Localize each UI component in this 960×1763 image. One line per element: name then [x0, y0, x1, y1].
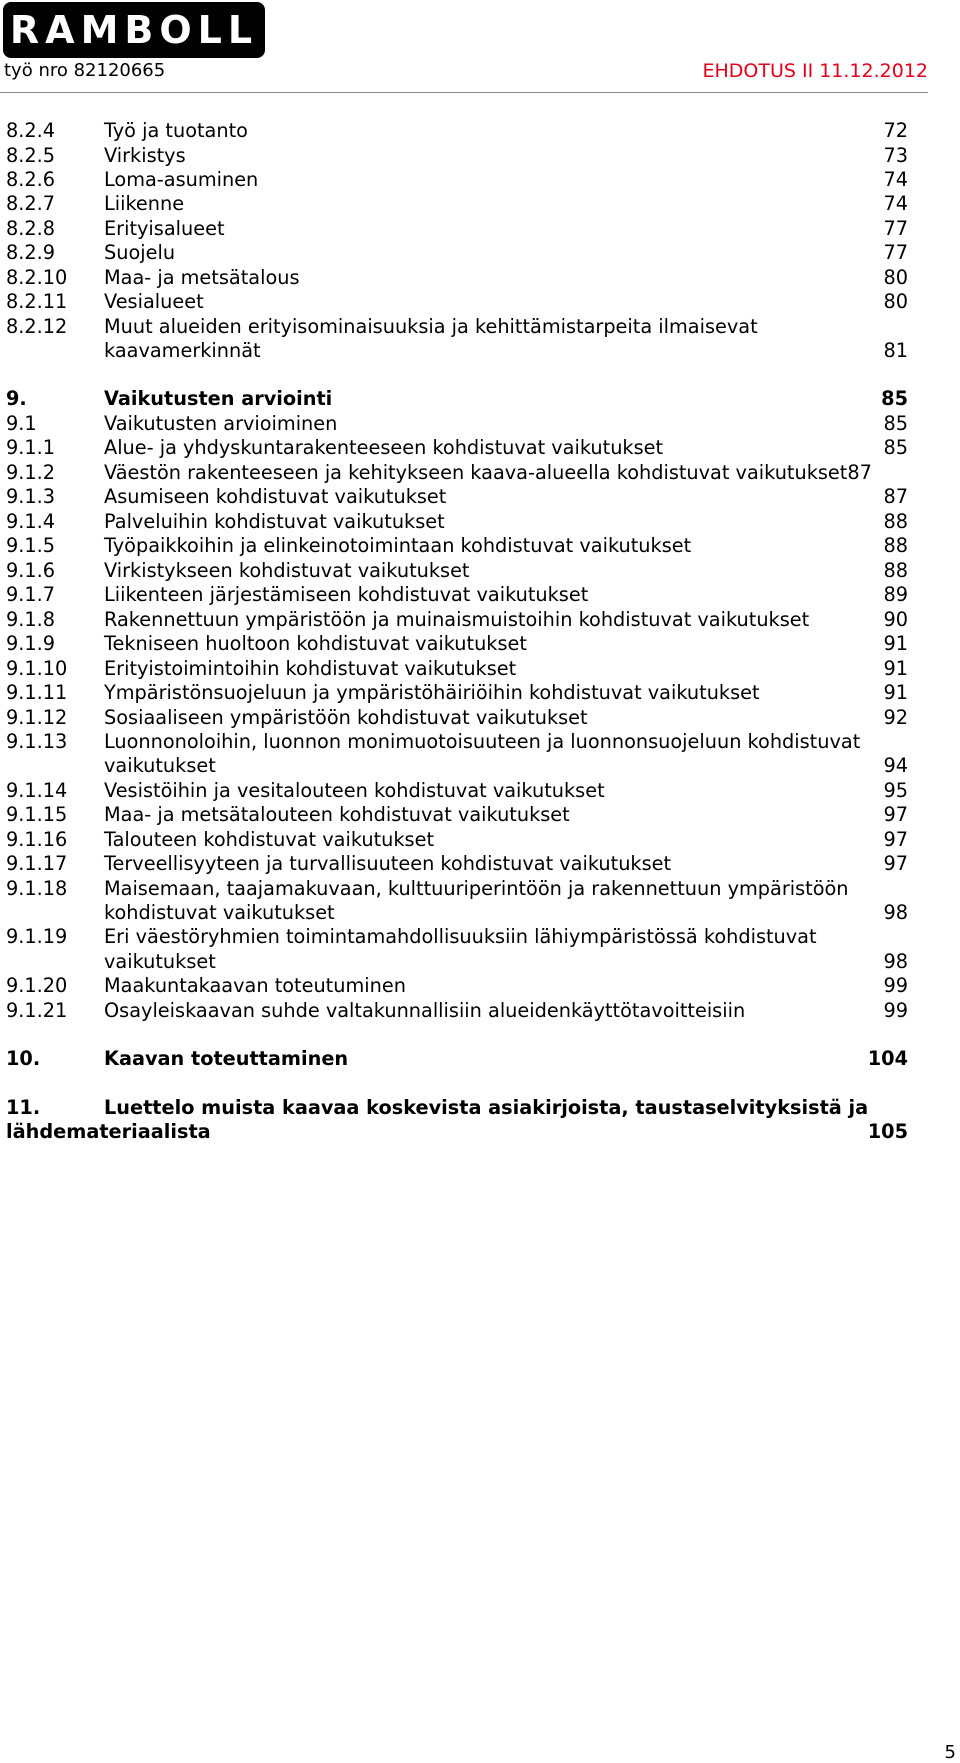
- toc-entry-title: Vaikutusten arviointi: [104, 387, 333, 410]
- toc-entry[interactable]: [0, 777, 960, 804]
- toc-entry-title: Eri väestöryhmien toimintamahdollisuuksiin lähiympäristössä kohdistuvat: [104, 925, 817, 948]
- toc-entry-number: 9.1.11: [6, 681, 68, 704]
- toc-entry-title: Liikenteen järjestämiseen kohdistuvat vaikutukset: [104, 583, 589, 606]
- toc-entry[interactable]: [0, 410, 960, 437]
- toc-entry-number: 9.1.13: [6, 730, 68, 753]
- toc-entry-title: Väestön rakenteeseen ja kehitykseen kaava-alueella kohdistuvat vaikutukset87: [104, 461, 872, 484]
- toc-entry-page: 77: [883, 241, 908, 264]
- toc-entry-number: 8.2.6: [6, 168, 56, 191]
- toc-entry-number: 9.1.16: [6, 828, 68, 851]
- toc-entry-title: Loma-asuminen: [104, 168, 259, 191]
- toc-entry-title: Maa- ja metsätalouteen kohdistuvat vaikutukset: [104, 803, 570, 826]
- toc-entry[interactable]: [0, 997, 960, 1024]
- toc-entry-page: 99: [883, 999, 908, 1022]
- toc-entry[interactable]: [0, 704, 960, 731]
- toc-entry-page: 74: [883, 168, 908, 191]
- toc-entry-number: 8.2.4: [6, 119, 56, 142]
- toc-entry-page: 91: [883, 681, 908, 704]
- toc-entry-number: 8.2.5: [6, 144, 56, 167]
- toc-entry-number: 9.1.8: [6, 608, 56, 631]
- toc-entry-number: 9.1.4: [6, 510, 56, 533]
- toc-entry-title: Luonnonoloihin, luonnon monimuotoisuuteen ja luonnonsuojeluun kohdistuvat: [104, 730, 861, 753]
- toc-entry-title: Maakuntakaavan toteutuminen: [104, 974, 406, 997]
- toc-entry-number: 9.1.15: [6, 803, 68, 826]
- toc-entry-number: 9.1.7: [6, 583, 56, 606]
- toc-entry[interactable]: [0, 1118, 960, 1145]
- toc-entry[interactable]: [0, 581, 960, 608]
- toc-entry[interactable]: [0, 923, 960, 950]
- toc-entry-number: 9.: [6, 387, 27, 410]
- toc-entry-number: 9.1.14: [6, 779, 68, 802]
- toc-entry-title: Asumiseen kohdistuvat vaikutukset: [104, 485, 447, 508]
- toc-entry-number: 9.1.1: [6, 436, 56, 459]
- toc-entry-page: 73: [883, 144, 908, 167]
- toc-entry[interactable]: [0, 801, 960, 828]
- toc-entry-page: 91: [883, 632, 908, 655]
- toc-entry-number: 8.2.7: [6, 192, 56, 215]
- toc-entry-number: 9.1.21: [6, 999, 68, 1022]
- toc-entry[interactable]: [0, 557, 960, 584]
- toc-entry-page: 85: [883, 412, 908, 435]
- toc-entry-title: Palveluihin kohdistuvat vaikutukset: [104, 510, 445, 533]
- toc-entry-title: vaikutukset: [104, 754, 216, 777]
- toc-entry[interactable]: [0, 434, 960, 461]
- toc-entry-page: 99: [883, 974, 908, 997]
- toc-entry-page: 88: [883, 534, 908, 557]
- toc-entry-page: 85: [881, 387, 908, 410]
- toc-entry[interactable]: [0, 1094, 960, 1121]
- toc-entry-title: Suojelu: [104, 241, 176, 264]
- toc-entry-number: 9.1.17: [6, 852, 68, 875]
- toc-entry-page: 95: [883, 779, 908, 802]
- toc-entry-title: Terveellisyyteen ja turvallisuuteen kohdistuvat vaikutukset: [104, 852, 672, 875]
- toc-entry[interactable]: [0, 972, 960, 999]
- toc-entry-title: Vesistöihin ja vesitalouteen kohdistuvat vaikutukset: [104, 779, 605, 802]
- toc-entry-page: 80: [883, 266, 908, 289]
- toc-entry-title: Rakennettuun ympäristöön ja muinaismuistoihin kohdistuvat vaikutukset: [104, 608, 810, 631]
- toc-entry-title: Talouteen kohdistuvat vaikutukset: [104, 828, 435, 851]
- toc-entry-page: 85: [883, 436, 908, 459]
- toc-entry-number: 9.1.2: [6, 461, 56, 484]
- toc-entry[interactable]: [0, 239, 960, 266]
- toc-entry[interactable]: [0, 948, 960, 975]
- toc-entry-title: vaikutukset: [104, 950, 216, 973]
- toc-entry[interactable]: [0, 215, 960, 242]
- toc-entry[interactable]: [0, 166, 960, 193]
- toc-entry[interactable]: [0, 483, 960, 510]
- toc-entry[interactable]: [0, 850, 960, 877]
- toc-entry-page: 81: [883, 339, 908, 362]
- toc-entry-title: Muut alueiden erityisominaisuuksia ja kehittämistarpeita ilmaisevat: [104, 315, 758, 338]
- toc-entry-number: 11.: [6, 1096, 41, 1119]
- toc-entry-number: 10.: [6, 1047, 41, 1070]
- toc-entry-number: 8.2.11: [6, 290, 68, 313]
- toc-entry-page: 74: [883, 192, 908, 215]
- toc-entry[interactable]: [0, 875, 960, 902]
- toc-entry-number: 9.1.20: [6, 974, 68, 997]
- toc-entry-page: 97: [883, 803, 908, 826]
- toc-entry-title: Työpaikkoihin ja elinkeinotoimintaan kohdistuvat vaikutukset: [104, 534, 692, 557]
- toc-entry-number: 9.1.18: [6, 877, 68, 900]
- toc-entry[interactable]: [0, 630, 960, 657]
- toc-entry-page: 105: [867, 1120, 908, 1143]
- toc-entry-title: Kaavan toteuttaminen: [104, 1047, 349, 1070]
- toc-entry[interactable]: [0, 264, 960, 291]
- toc-entry-page: 94: [883, 754, 908, 777]
- toc-entry-number: 8.2.10: [6, 266, 68, 289]
- toc-entry-number: 8.2.9: [6, 241, 56, 264]
- toc-entry-title: Vesialueet: [104, 290, 204, 313]
- toc-entry-title: Tekniseen huoltoon kohdistuvat vaikutukset: [104, 632, 527, 655]
- toc-entry[interactable]: [0, 679, 960, 706]
- toc-entry-title: Virkistys: [104, 144, 186, 167]
- toc-entry-number: 9.1: [6, 412, 37, 435]
- ramboll-logo: [3, 2, 265, 58]
- toc-entry-page: 87: [883, 485, 908, 508]
- toc-entry[interactable]: [0, 752, 960, 779]
- toc-entry-number: 9.1.5: [6, 534, 56, 557]
- toc-entry-title: Vaikutusten arvioiminen: [104, 412, 338, 435]
- toc-entry-title: Ympäristönsuojeluun ja ympäristöhäiriöihin kohdistuvat vaikutukset: [104, 681, 760, 704]
- header-divider: [0, 92, 928, 93]
- toc-entry[interactable]: [0, 1045, 960, 1072]
- page-number: 5: [944, 1742, 956, 1763]
- toc-entry[interactable]: [0, 508, 960, 535]
- toc-entry-page: 88: [883, 559, 908, 582]
- toc-entry[interactable]: [0, 337, 960, 364]
- toc-entry-number: 9.1.12: [6, 706, 68, 729]
- toc-entry-number: 9.1.9: [6, 632, 56, 655]
- toc-entry[interactable]: [0, 288, 960, 315]
- toc-entry-title: Erityisalueet: [104, 217, 225, 240]
- toc-entry-title: Luettelo muista kaavaa koskevista asiakirjoista, taustaselvityksistä ja: [104, 1096, 869, 1119]
- toc-entry-number: 9.1.19: [6, 925, 68, 948]
- toc-entry-page: 98: [883, 950, 908, 973]
- draft-label: EHDOTUS II 11.12.2012: [702, 60, 928, 82]
- toc-entry[interactable]: [0, 532, 960, 559]
- toc-entry[interactable]: [0, 459, 960, 486]
- toc-entry[interactable]: [0, 606, 960, 633]
- toc-entry[interactable]: [0, 826, 960, 853]
- toc-entry[interactable]: [0, 385, 960, 412]
- toc-entry-title: kohdistuvat vaikutukset: [104, 901, 335, 924]
- toc-entry-page: 98: [883, 901, 908, 924]
- toc-entry[interactable]: [0, 899, 960, 926]
- toc-entry-title: Maisemaan, taajamakuvaan, kulttuuriperintöön ja rakennettuun ympäristöön: [104, 877, 849, 900]
- toc-entry-page: 91: [883, 657, 908, 680]
- work-number: työ nro 82120665: [4, 60, 166, 81]
- toc-entry-title: lähdemateriaalista: [6, 1120, 211, 1143]
- toc-entry-number: 9.1.10: [6, 657, 68, 680]
- toc-entry-number: 9.1.6: [6, 559, 56, 582]
- toc-entry[interactable]: [0, 655, 960, 682]
- toc-entry[interactable]: [0, 190, 960, 217]
- toc-entry-title: Erityistoimintoihin kohdistuvat vaikutukset: [104, 657, 517, 680]
- logo-text: RAMBOLL: [9, 8, 259, 52]
- toc-entry-number: 8.2.8: [6, 217, 56, 240]
- toc-entry-title: kaavamerkinnät: [104, 339, 261, 362]
- toc-entry-page: 92: [883, 706, 908, 729]
- toc-entry[interactable]: [0, 728, 960, 755]
- toc-entry-page: 72: [883, 119, 908, 142]
- toc-entry-page: 77: [883, 217, 908, 240]
- toc-entry-page: 90: [883, 608, 908, 631]
- toc-entry-page: 80: [883, 290, 908, 313]
- toc-entry-page: 88: [883, 510, 908, 533]
- toc-entry-title: Alue- ja yhdyskuntarakenteeseen kohdistuvat vaikutukset: [104, 436, 664, 459]
- toc-entry-title: Maa- ja metsätalous: [104, 266, 300, 289]
- toc-entry[interactable]: [0, 313, 960, 340]
- toc-entry-title: Virkistykseen kohdistuvat vaikutukset: [104, 559, 470, 582]
- toc-entry-page: 89: [883, 583, 908, 606]
- toc-entry-page: 97: [883, 828, 908, 851]
- toc-entry-title: Liikenne: [104, 192, 185, 215]
- toc-entry-number: 9.1.3: [6, 485, 56, 508]
- toc-entry-page: 104: [867, 1047, 908, 1070]
- toc-entry[interactable]: [0, 117, 960, 144]
- toc-entry[interactable]: [0, 142, 960, 169]
- toc-entry-title: Osayleiskaavan suhde valtakunnallisiin alueidenkäyttötavoitteisiin: [104, 999, 746, 1022]
- toc-entry-number: 8.2.12: [6, 315, 68, 338]
- toc-entry-title: Sosiaaliseen ympäristöön kohdistuvat vaikutukset: [104, 706, 588, 729]
- toc-entry-page: 97: [883, 852, 908, 875]
- toc-entry-title: Työ ja tuotanto: [104, 119, 248, 142]
